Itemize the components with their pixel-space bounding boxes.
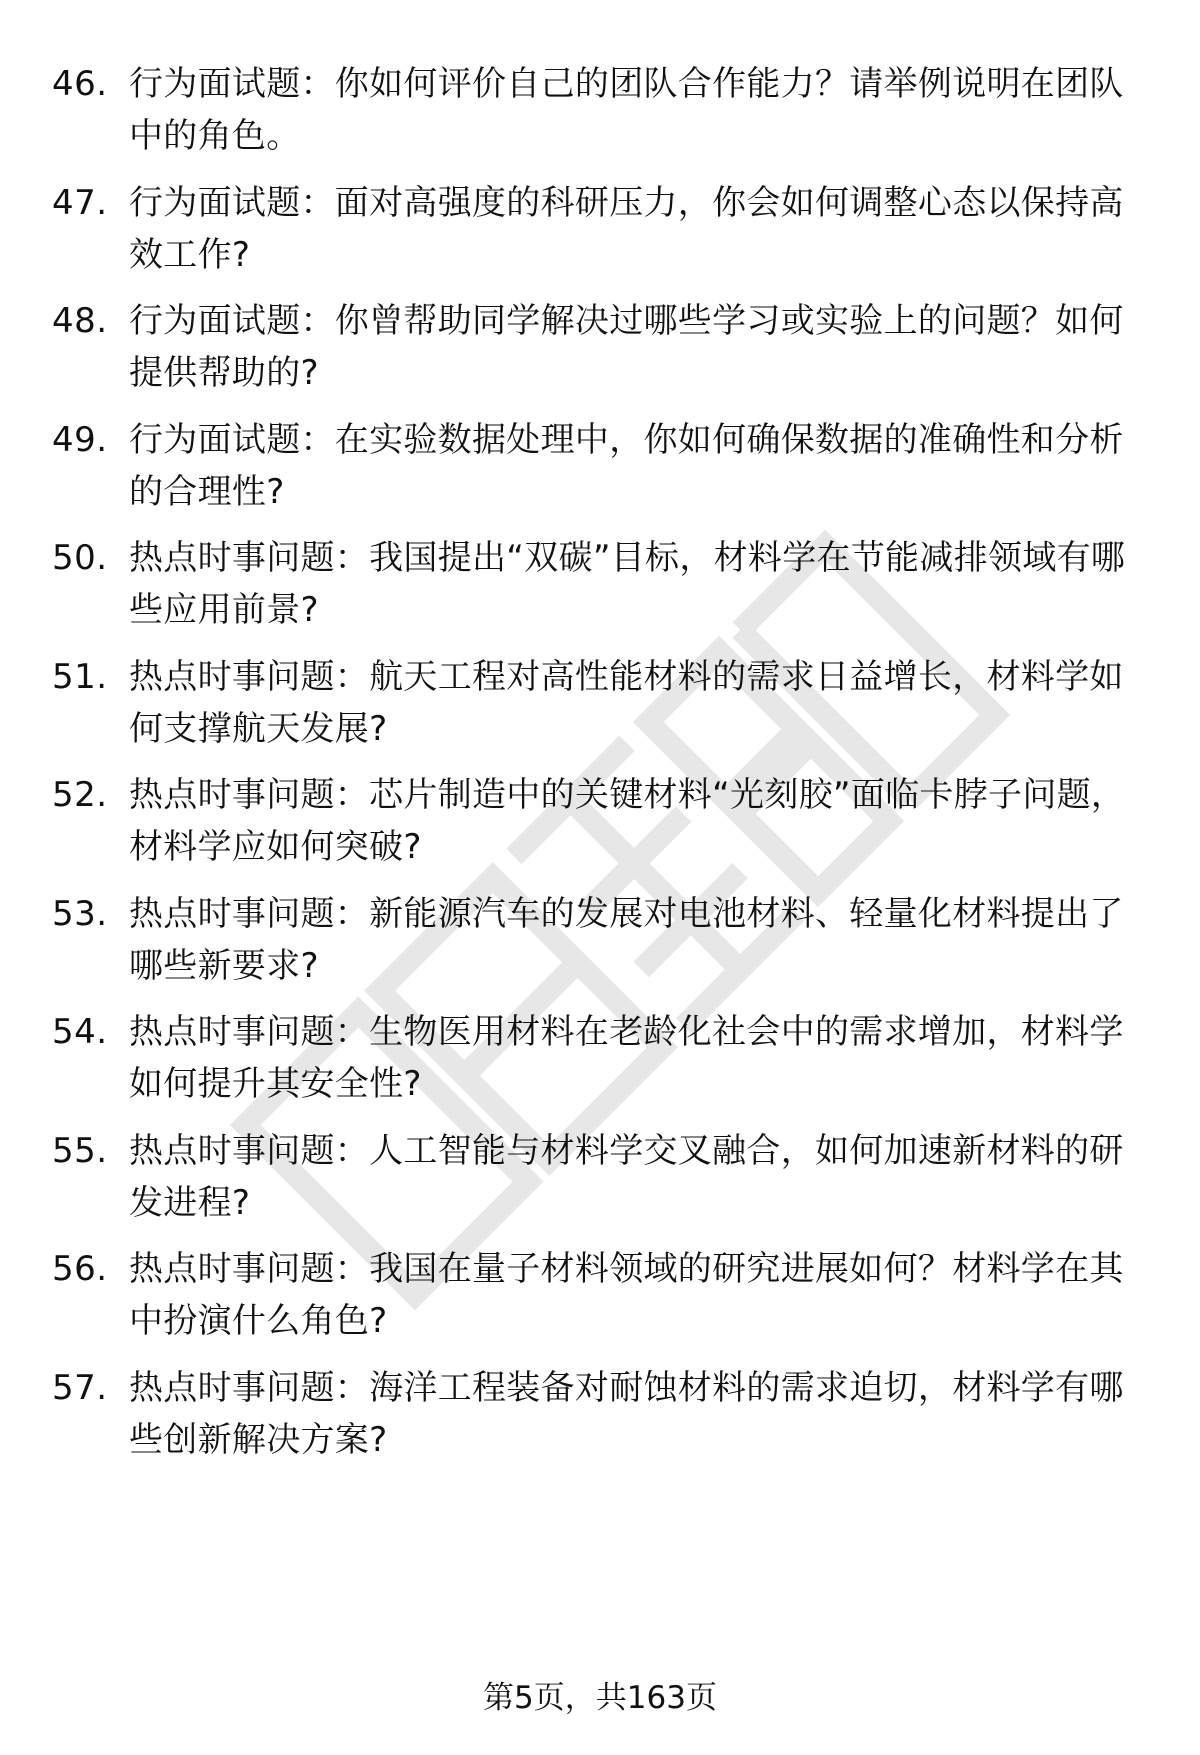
question-number: 56. bbox=[52, 1249, 108, 1289]
question-text: 热点时事问题：航天工程对高性能材料的需求日益增长，材料学如何支撑航天发展? bbox=[129, 656, 1124, 749]
question-number: 57. bbox=[52, 1367, 108, 1408]
question-text: 热点时事问题：我国在量子材料领域的研究进展如何？材料学在其中扮演什么角色? bbox=[129, 1249, 1124, 1341]
question-item bbox=[0, 177, 1200, 287]
question-item bbox=[0, 651, 1200, 761]
question-item bbox=[0, 58, 1200, 168]
question-number: 54. bbox=[52, 1012, 108, 1052]
question-text: 行为面试题：你曾帮助同学解决过哪些学习或实验上的问题？如何提供帮助的? bbox=[129, 301, 1124, 393]
question-item bbox=[0, 769, 1200, 879]
question-item bbox=[0, 1125, 1200, 1235]
question-number: 52. bbox=[52, 775, 108, 815]
question-text: 热点时事问题：人工智能与材料学交叉融合，如何加速新材料的研发进程? bbox=[129, 1130, 1124, 1223]
question-number: 47. bbox=[52, 182, 108, 223]
question-number: 49. bbox=[52, 419, 108, 460]
question-text: 热点时事问题：芯片制造中的关键材料“光刻胶”面临卡脖子问题，材料学应如何突破? bbox=[129, 775, 1126, 867]
question-item bbox=[0, 888, 1200, 998]
question-number: 51. bbox=[52, 656, 108, 697]
question-text: 热点时事问题：新能源汽车的发展对电池材料、轻量化材料提出了哪些新要求? bbox=[129, 893, 1124, 986]
question-text: 热点时事问题：我国提出“双碳”目标，材料学在节能减排领域有哪些应用前景? bbox=[129, 538, 1126, 630]
page-footer: 第5页，共163页 bbox=[483, 1680, 717, 1716]
question-text: 热点时事问题：生物医用材料在老龄化社会中的需求增加，材料学如何提升其安全性? bbox=[129, 1012, 1124, 1104]
question-number: 53. bbox=[52, 893, 108, 934]
question-item bbox=[0, 532, 1200, 642]
question-number: 50. bbox=[52, 538, 108, 578]
question-item bbox=[0, 1006, 1200, 1116]
question-text: 热点时事问题：海洋工程装备对耐蚀材料的需求迫切，材料学有哪些创新解决方案? bbox=[129, 1367, 1124, 1460]
question-item bbox=[0, 414, 1200, 524]
question-number: 48. bbox=[52, 301, 108, 341]
question-item bbox=[0, 295, 1200, 405]
question-text: 行为面试题：你如何评价自己的团队合作能力？请举例说明在团队中的角色。 bbox=[129, 64, 1124, 156]
question-number: 46. bbox=[52, 64, 108, 104]
question-number: 55. bbox=[52, 1130, 108, 1171]
question-item bbox=[0, 1362, 1200, 1472]
question-text: 行为面试题：面对高强度的科研压力，你会如何调整心态以保持高效工作? bbox=[129, 182, 1124, 275]
question-item bbox=[0, 1243, 1200, 1353]
question-text: 行为面试题：在实验数据处理中，你如何确保数据的准确性和分析的合理性? bbox=[129, 419, 1124, 512]
